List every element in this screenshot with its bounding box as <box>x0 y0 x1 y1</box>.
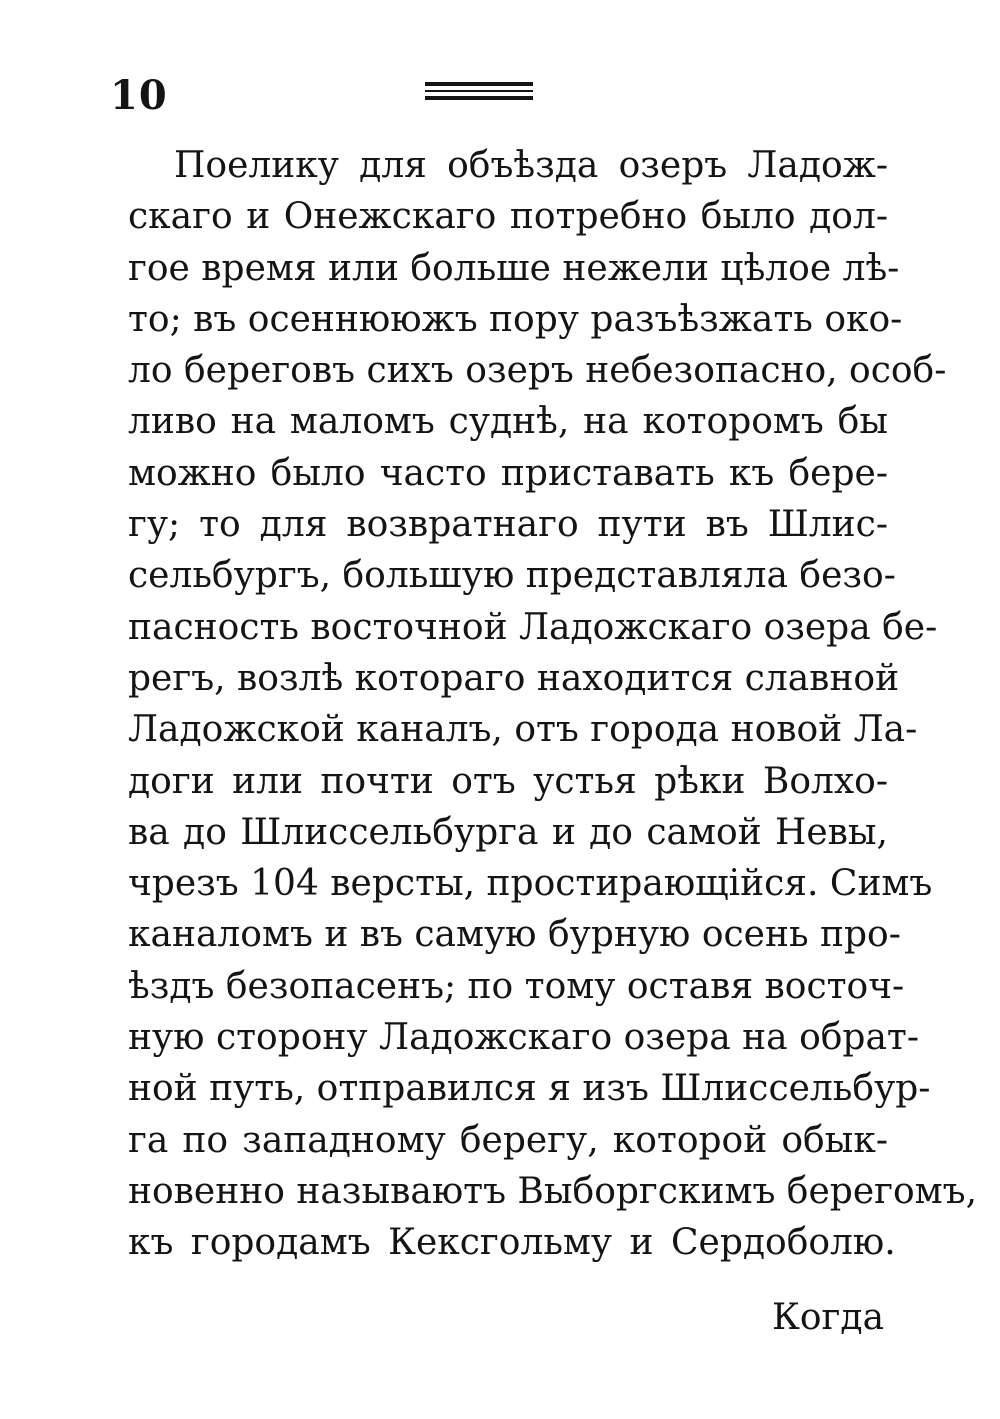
text-line: скаго и Онежскаго потребно было дол- <box>128 196 888 238</box>
text-line: гое время или больше нежели цѣлое лѣ- <box>128 247 900 289</box>
ornament-rule-top <box>425 82 533 86</box>
text-line: пасность восточной Ладожскаго озера бе- <box>128 606 938 648</box>
text-line: каналомъ и въ самую бурную осень про- <box>128 914 901 956</box>
ornament-rule-middle <box>425 90 533 92</box>
text-line: новенно называютъ Выборгскимъ берегомъ, <box>128 1170 978 1212</box>
text-line: ва до Шлиссельбурга и до самой Невы, <box>128 811 888 853</box>
text-line: можно было часто приставать къ бере- <box>128 452 888 494</box>
text-line: ло береговъ сихъ озеръ небезопасно, особ- <box>128 350 947 392</box>
text-line: ной путь, отправился я изъ Шлиссельбур- <box>128 1068 931 1110</box>
page-number: 10 <box>110 72 168 119</box>
text-line: ную сторону Ладожскаго озера на обрат- <box>128 1017 920 1059</box>
text-line: сельбургъ, большую представляла безо- <box>128 555 896 597</box>
body-paragraph <box>128 140 978 1269</box>
catchword: Когда <box>772 1297 885 1338</box>
text-line: то; въ осеннююжъ пору разъѣзжать око- <box>128 298 903 340</box>
text-line: Поелику для объѣзда озеръ Ладож- <box>174 145 888 186</box>
text-line: доги или почти отъ устья рѣки Волхо- <box>128 760 888 802</box>
text-line: чрезъ 104 версты, простирающійся. Симъ <box>128 863 933 905</box>
text-line: га по западному берегу, которой обык- <box>128 1119 888 1161</box>
text-line: регъ, возлѣ котораго находится славной <box>128 657 900 699</box>
text-line: Ладожской каналъ, отъ города новой Ла- <box>128 709 918 751</box>
ornament-rule-bottom <box>425 96 533 100</box>
text-line: гу; то для возвратнаго пути въ Шлис- <box>128 504 888 546</box>
header-rule-ornament <box>425 82 533 104</box>
text-line: ѣздъ безопасенъ; по тому оставя восточ- <box>128 965 905 1007</box>
text-line: къ городамъ Кексгольму и Сердоболю. <box>128 1222 896 1264</box>
text-line: ливо на маломъ суднѣ, на которомъ бы <box>128 401 888 443</box>
